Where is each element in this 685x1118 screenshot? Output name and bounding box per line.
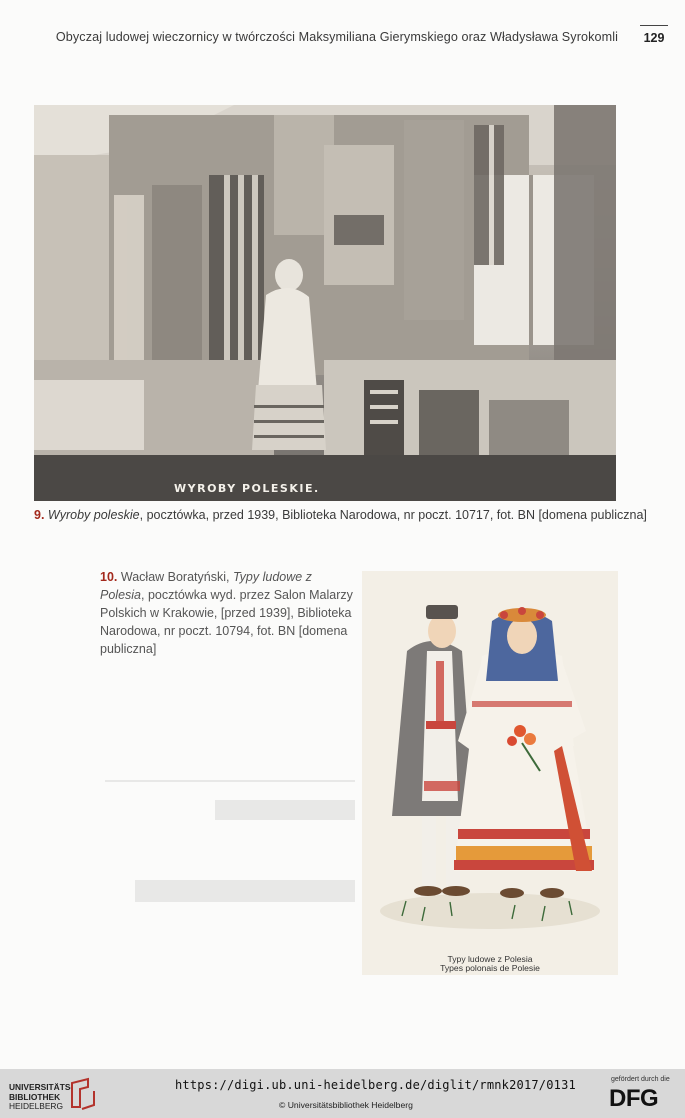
library-emblem-icon: [68, 1077, 96, 1111]
figure-10-caption: [100, 568, 355, 658]
postcard-title-fr: Types polonais de Polesie: [440, 963, 540, 974]
caption-title: Wyroby poleskie: [47, 508, 140, 522]
footer-bar: [0, 1069, 685, 1118]
library-logo: [9, 1083, 73, 1112]
postcard-caption: [362, 955, 618, 974]
digital-copy-link[interactable]: https://digi.ub.uni-heidelberg.de/diglit/rmnk2017/0131: [175, 1078, 576, 1092]
running-title: Obyczaj ludowej wieczornicy w twórczości Maksymiliana Gierymskiego oraz Władysława Syrokomli: [55, 30, 618, 44]
caption-text: , pocztówka, przed 1939, Biblioteka Narodowa, nr poczt. 10717, fot. BN [domena publiczna]: [139, 508, 647, 522]
copyright-notice: © Universitätsbibliothek Heidelberg: [279, 1100, 413, 1110]
bleed-through-shadow: [95, 760, 365, 960]
library-name-line1: UNIVERSITÄTS-: [9, 1082, 74, 1092]
postcard-title-pl: Typy ludowe z Polesia: [447, 954, 533, 964]
figure-9-caption: [34, 508, 647, 522]
library-name-line2: BIBLIOTHEK: [9, 1091, 61, 1102]
funder-note: gefördert durch die: [611, 1076, 670, 1083]
caption-author: Wacław Boratyński,: [120, 570, 233, 584]
caption-number: 9.: [34, 508, 45, 522]
caption-number: 10.: [100, 570, 118, 584]
caption-text: , pocztówka wyd. przez Salon Malarzy Polskich w Krakowie, [przed 1939], Biblioteka Narodowa, nr poczt. 10794, fot. BN [domena publiczna]: [100, 588, 353, 656]
page-number: 129: [643, 31, 665, 45]
page-number-rule: [640, 25, 668, 26]
textile-exhibition-illustration: [34, 105, 616, 501]
photo-inscription: WYROBY POLESKIE.: [174, 482, 320, 495]
figure-9-photo: [34, 105, 616, 501]
dfg-logo: DFG: [609, 1085, 659, 1112]
folk-couple-illustration: [362, 571, 618, 975]
library-name-line3: HEIDELBERG: [9, 1101, 63, 1112]
figure-10-postcard: [362, 571, 618, 975]
caption-title: Typy ludowe z Polesia: [100, 570, 312, 602]
